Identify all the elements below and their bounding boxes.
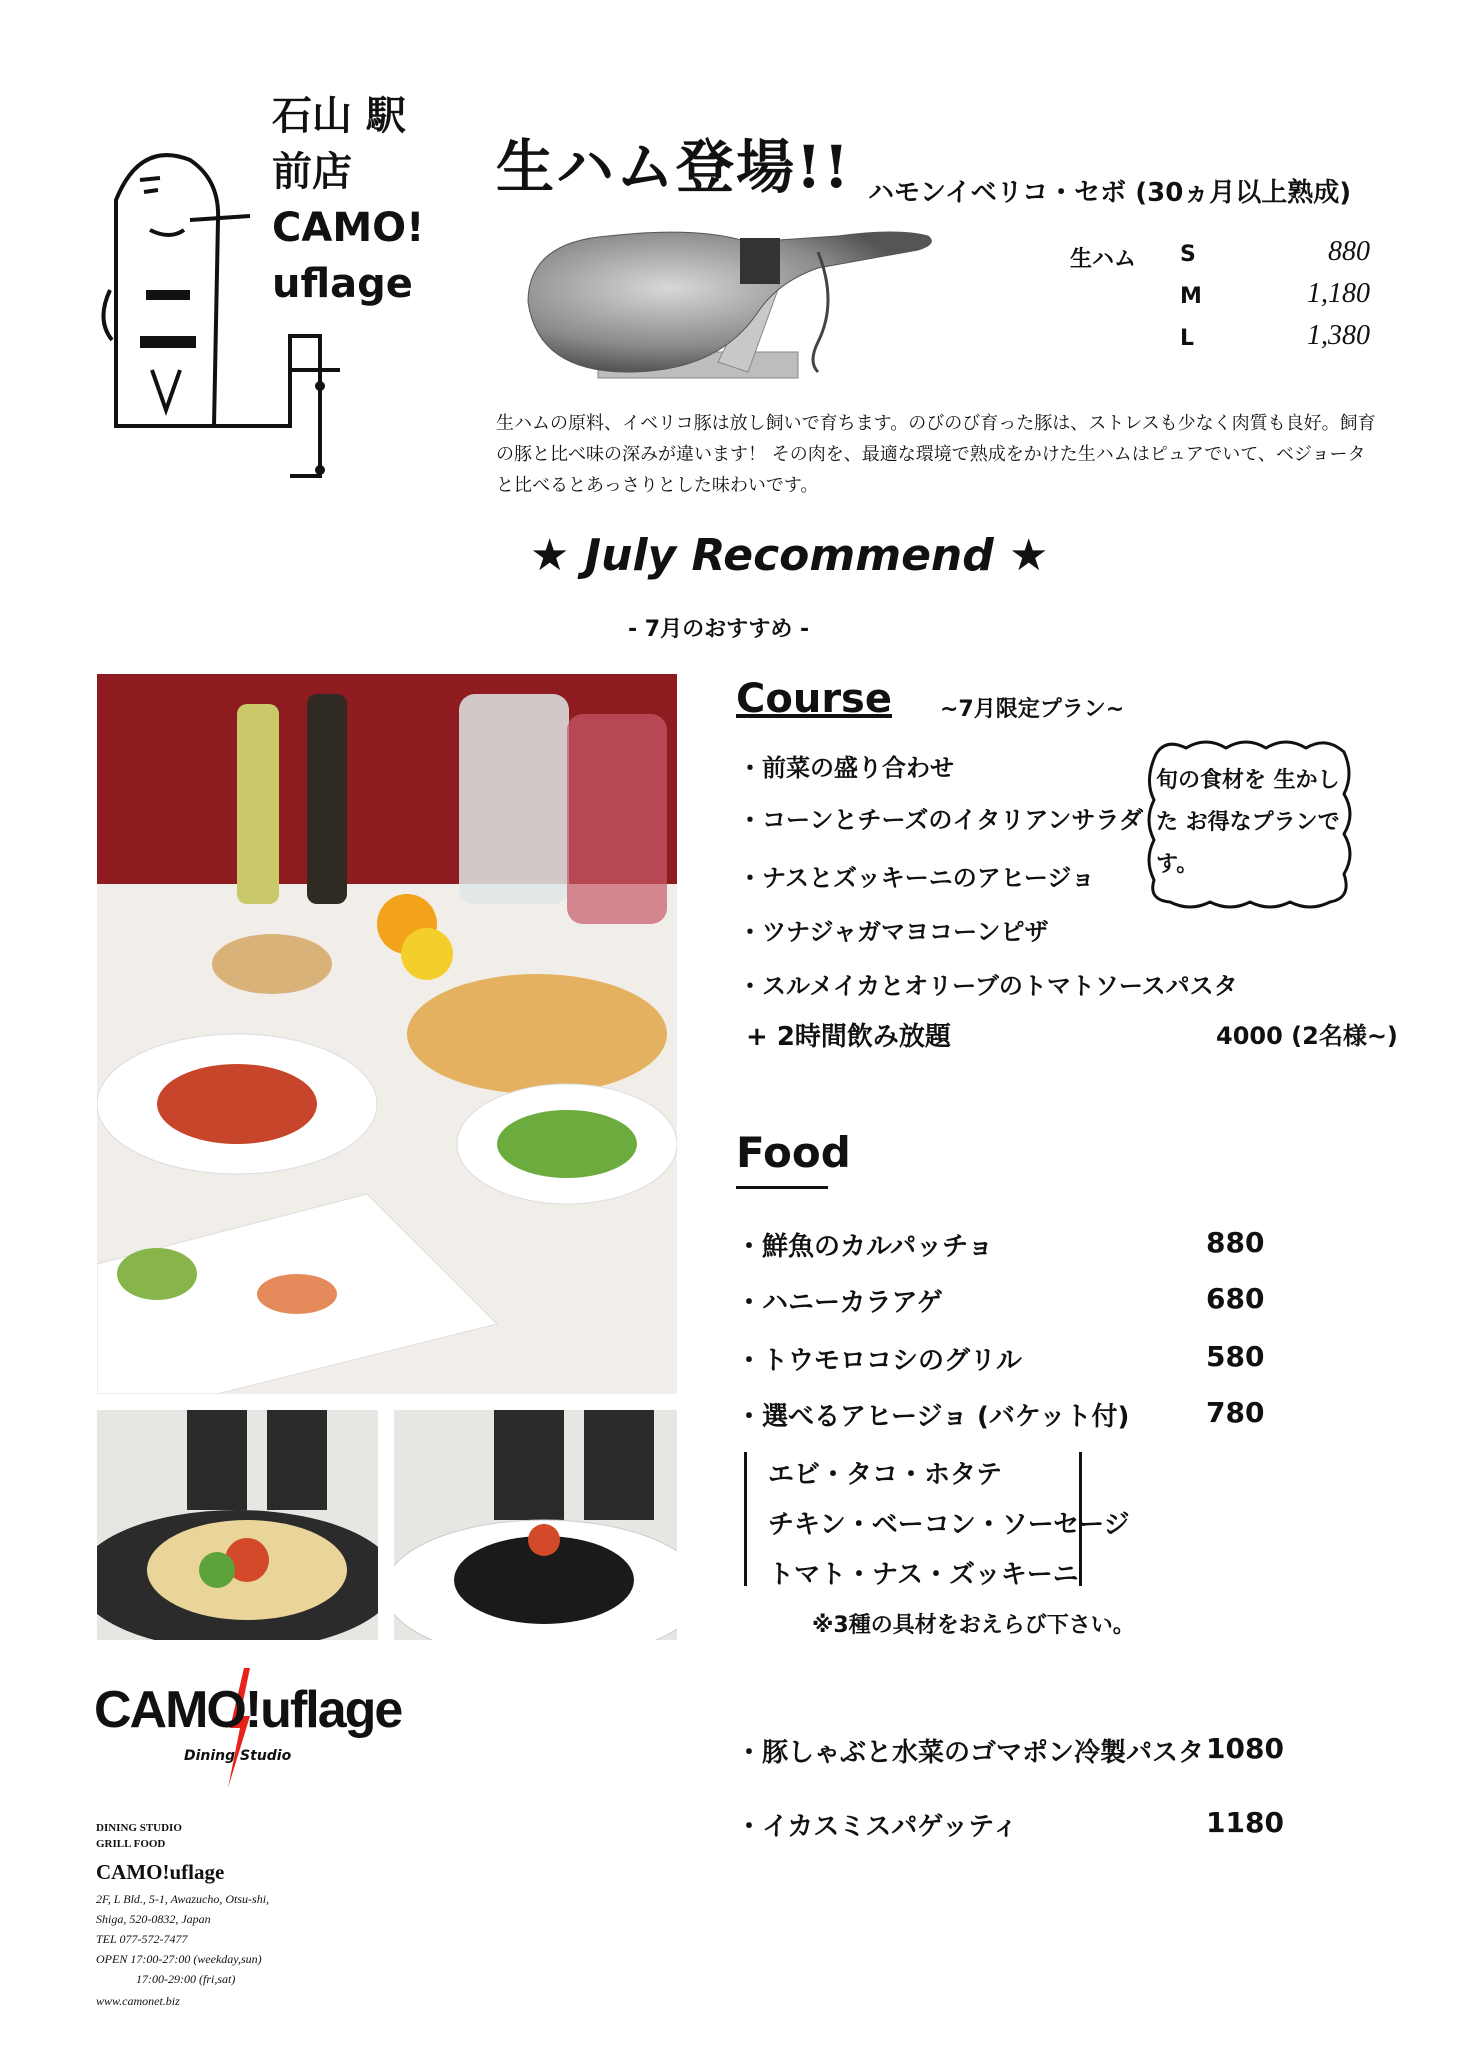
course-photo <box>97 674 677 1394</box>
ham-price: 1,180 <box>1307 278 1370 309</box>
course-item: ・前菜の盛り合わせ <box>738 754 954 782</box>
food-item-name: ・トウモロコシのグリル <box>736 1346 1023 1376</box>
course-price: 4000 (2名様~) <box>1216 1022 1398 1050</box>
food-item-price: 680 <box>1206 1282 1265 1315</box>
course-item: ・コーンとチーズのイタリアンサラダ <box>738 806 1144 834</box>
store-sign: 石山 駅前店 CAMO! uflage <box>272 93 425 307</box>
mascot-drawing <box>100 140 340 480</box>
ajillo-option: エビ・タコ・ホタテ <box>768 1460 1003 1490</box>
food-item-price: 580 <box>1206 1340 1265 1373</box>
footer-website-link[interactable]: www.camonet.biz <box>96 1994 180 2008</box>
footer-store-name: CAMO!uflage <box>96 1860 225 1884</box>
ham-size: L <box>1180 326 1195 351</box>
ham-price-row-s <box>1070 236 1370 276</box>
course-all-you-can-drink: + 2時間飲み放題 <box>746 1022 951 1052</box>
footer-tagline: GRILL FOOD <box>96 1838 166 1850</box>
recommend-subtitle: - 7月のおすすめ - <box>628 617 810 642</box>
food-item-name: ・選べるアヒージョ (バケット付) <box>736 1402 1130 1432</box>
ham-size: S <box>1180 242 1196 267</box>
ajillo-option: トマト・ナス・ズッキーニ <box>768 1560 1079 1590</box>
food-item-price: 1080 <box>1206 1732 1284 1765</box>
food-item-price: 1180 <box>1206 1806 1284 1839</box>
ham-subtitle: ハモンイベリコ・セボ (30ヵ月以上熟成) <box>868 178 1352 208</box>
seasonal-note: 旬の食材を 生かした お得なプランです。 <box>1156 768 1340 877</box>
brand-logo-subtitle: Dining Studio <box>184 1748 292 1764</box>
course-item: ・ナスとズッキーニのアヒージョ <box>738 864 1095 892</box>
course-heading: Course <box>736 676 892 722</box>
ham-description: 生ハムの原料、イベリコ豚は放し飼いで育ちます。のびのび育った豚は、ストレスも少なく肉質も良好。飼育の豚と比べ味の深みが違います！ その肉を、最適な環境で熟成をかけた生ハムはピュアでいて、ベジョータと比べるとあっさりとした味わいです。 <box>496 413 1376 496</box>
ajillo-note: ※3種の具材をおえらび下さい。 <box>812 1613 1135 1638</box>
footer-hours: 17:00-29:00 (fri,sat) <box>136 1972 236 1986</box>
ham-title: 生ハム登場!! <box>496 133 851 201</box>
footer-address: 2F, L Bld., 5-1, Awazucho, Otsu-shi, <box>96 1892 270 1906</box>
ham-price: 880 <box>1328 236 1370 267</box>
course-item: ・ツナジャガマヨコーンピザ <box>738 918 1049 946</box>
footer-phone: TEL 077-572-7477 <box>96 1932 188 1946</box>
ham-price-row-m <box>1070 278 1370 318</box>
brand-logo: CAMO!uflage <box>94 1681 402 1739</box>
recommend-title: ★ July Recommend ★ <box>530 530 1049 581</box>
course-note: ~7月限定プラン~ <box>940 697 1125 722</box>
food-item-name: ・鮮魚のカルパッチョ <box>736 1232 994 1262</box>
food-item-name: ・ハニーカラアゲ <box>736 1288 943 1318</box>
food-heading: Food <box>736 1128 851 1177</box>
ajillo-option: チキン・ベーコン・ソーセージ <box>768 1510 1130 1540</box>
ham-price-label: 生ハム <box>1070 247 1137 272</box>
footer-address: Shiga, 520-0832, Japan <box>96 1912 211 1926</box>
food-item-name: ・イカスミスパゲッティ <box>736 1812 1019 1842</box>
food-heading-underline <box>736 1186 828 1189</box>
ham-price-row-l <box>1070 320 1370 360</box>
ham-size: M <box>1180 284 1202 309</box>
food-item-name: ・豚しゃぶと水菜のゴマポン冷製パスタ <box>736 1738 1205 1768</box>
pasta-salad-photo <box>97 1410 378 1640</box>
footer-hours: OPEN 17:00-27:00 (weekday,sun) <box>96 1952 262 1966</box>
footer-tagline: DINING STUDIO <box>96 1822 182 1834</box>
food-item-price: 780 <box>1206 1396 1265 1429</box>
jamon-leg-image <box>518 222 938 392</box>
course-item: ・スルメイカとオリーブのトマトソースパスタ <box>738 972 1238 1000</box>
ham-price: 1,380 <box>1307 320 1370 351</box>
food-item-price: 880 <box>1206 1226 1265 1259</box>
squid-ink-pasta-photo <box>394 1410 677 1640</box>
